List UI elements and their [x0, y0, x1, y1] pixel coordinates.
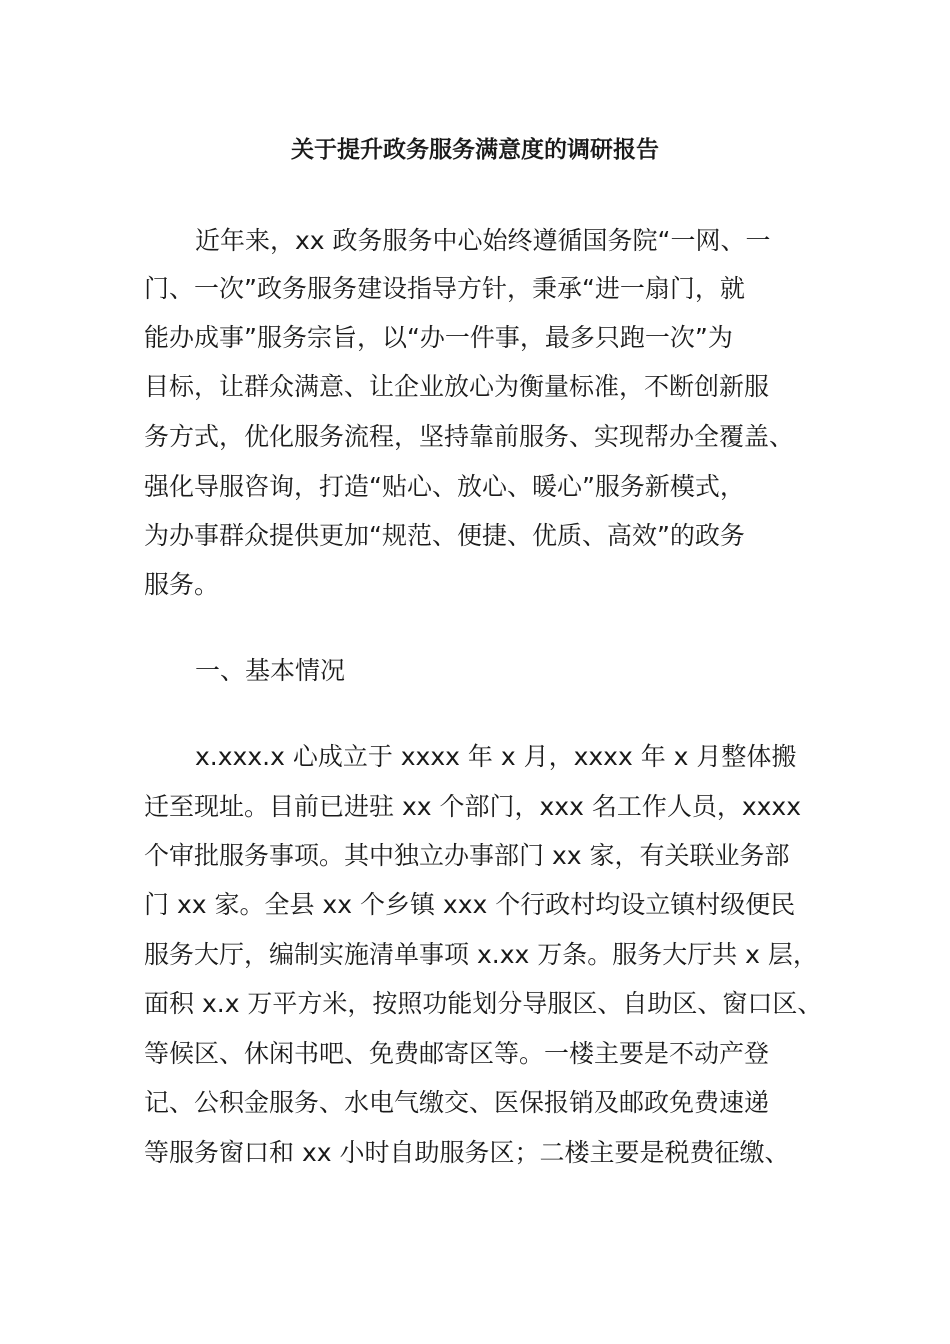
- paragraph-2-line-3: 个审批服务事项。其中独立办事部门 xx 家，有关联业务部: [144, 841, 790, 870]
- paragraph-2-line-6: 面积 x.x 万平方米，按照功能划分导服区、自助区、窗口区、: [144, 989, 823, 1018]
- paragraph-1-line-3: 能办成事”服务宗旨，以“办一件事，最多只跑一次”为: [144, 323, 733, 352]
- paragraph-2-line-5: 服务大厅，编制实施清单事项 x.xx 万条。服务大厅共 x 层，: [144, 940, 818, 969]
- paragraph-2-line-9: 等服务窗口和 xx 小时自助服务区；二楼主要是税费征缴、: [144, 1138, 790, 1167]
- paragraph-1-line-7: 为办事群众提供更加“规范、便捷、优质、高效”的政务: [144, 521, 745, 550]
- paragraph-1-line-1: 近年来，xx 政务服务中心始终遵循国务院“一网、一: [195, 226, 771, 255]
- paragraph-2-line-4: 门 xx 家。全县 xx 个乡镇 xxx 个行政村均设立镇村级便民: [144, 890, 796, 919]
- paragraph-1-line-8: 服务。: [144, 570, 220, 599]
- paragraph-1-line-4: 目标，让群众满意、让企业放心为衡量标准，不断创新服: [144, 372, 770, 401]
- paragraph-2-line-2: 迁至现址。目前已进驻 xx 个部门，xxx 名工作人员，xxxx: [144, 792, 801, 821]
- paragraph-1-line-6: 强化导服咨询，打造“贴心、放心、暖心”服务新模式，: [144, 472, 745, 501]
- paragraph-1-line-2: 门、一次”政务服务建设指导方针，秉承“进一扇门，就: [144, 274, 745, 303]
- paragraph-2-line-1: x.xxx.x 心成立于 xxxx 年 x 月，xxxx 年 x 月整体搬: [195, 742, 797, 771]
- paragraph-1-line-5: 务方式，优化服务流程，坚持靠前服务、实现帮办全覆盖、: [144, 422, 795, 451]
- paragraph-2-line-8: 记、公积金服务、水电气缴交、医保报销及邮政免费速递: [144, 1088, 770, 1117]
- section-heading-basic-situation: 一、基本情况: [195, 656, 346, 685]
- paragraph-2-line-7: 等候区、休闲书吧、免费邮寄区等。一楼主要是不动产登: [144, 1039, 770, 1068]
- document-title: 关于提升政务服务满意度的调研报告: [291, 137, 659, 163]
